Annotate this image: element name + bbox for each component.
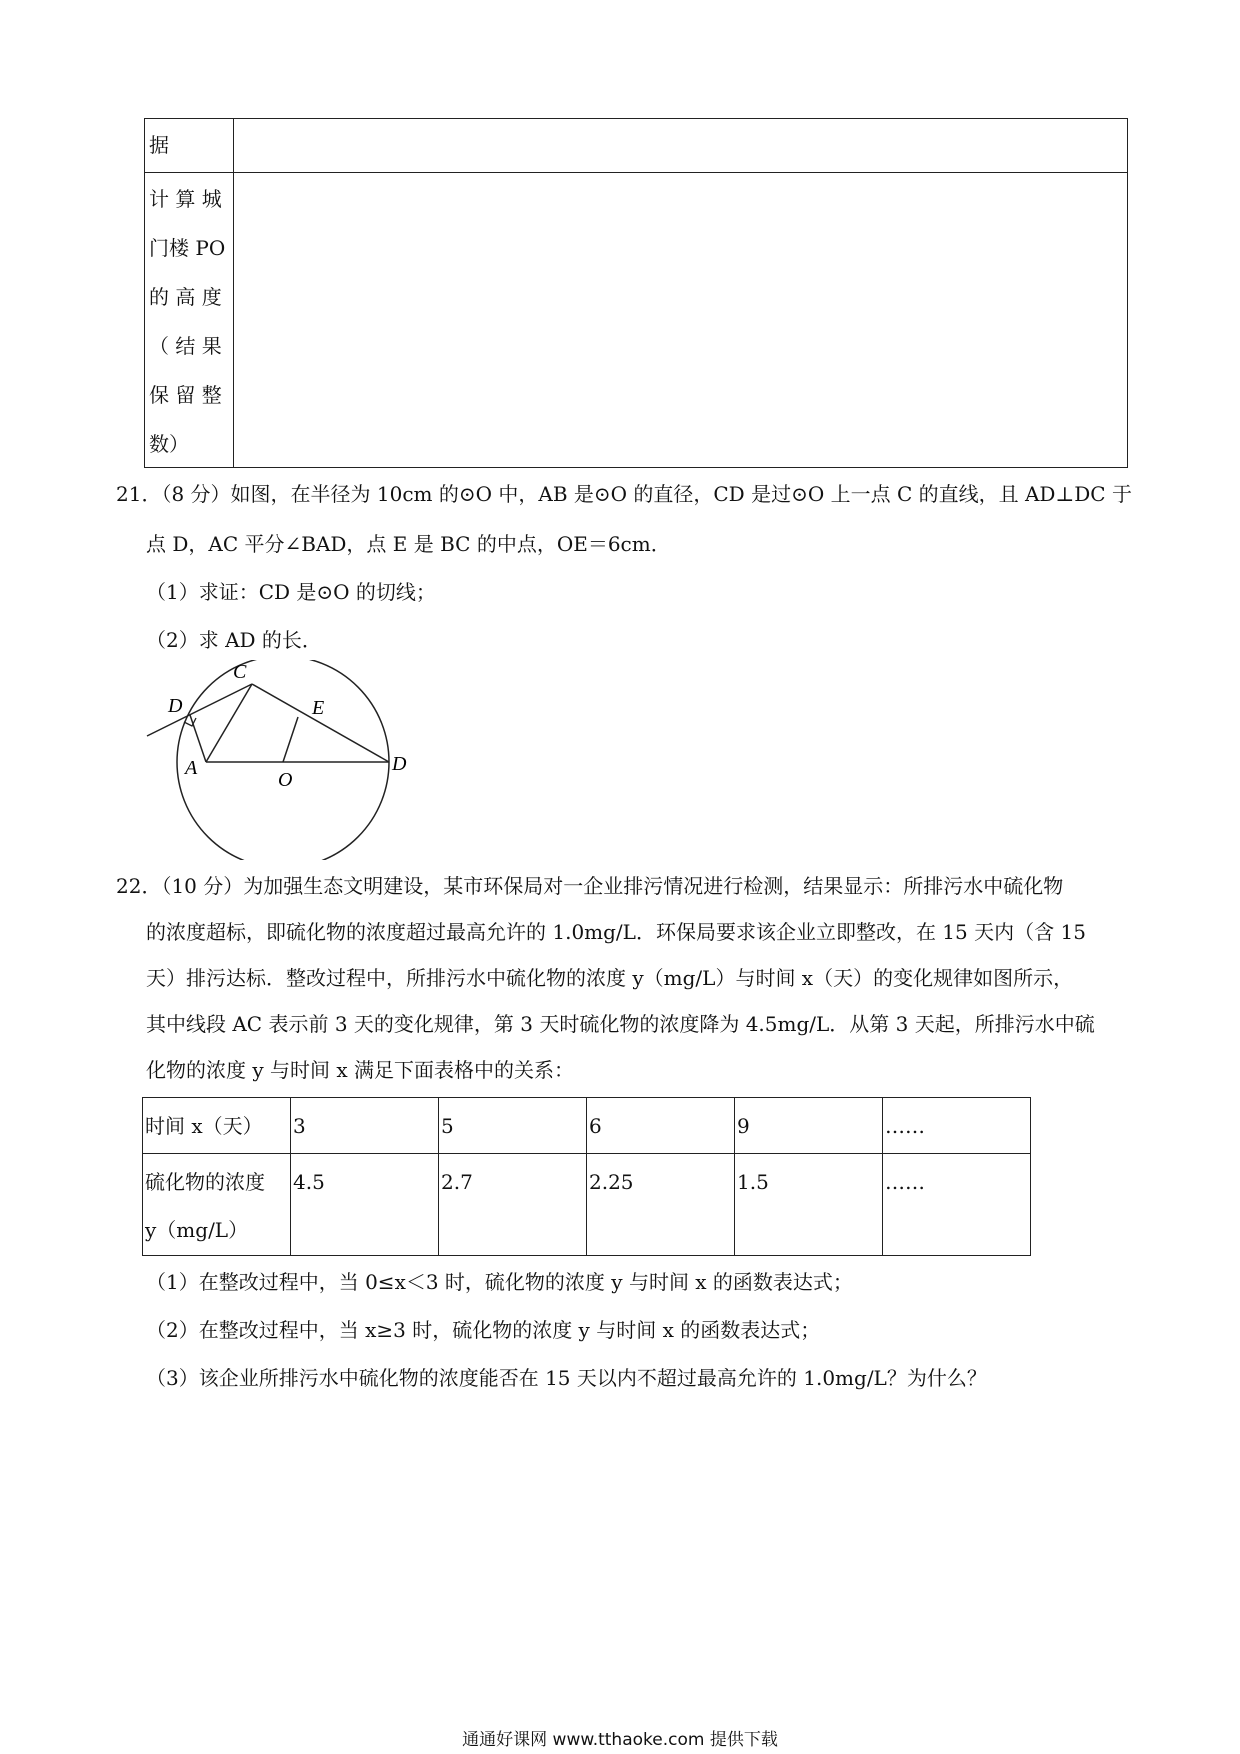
q22-stem-line1: 22．（10 分）为加强生态文明建设，某市环保局对一企业排污情况进行检测，结果显示：所排污水中硫化物 — [116, 874, 1064, 898]
q22-stem-line4: 其中线段 AC 表示前 3 天的变化规律，第 3 天时硫化物的浓度降为 4.5mg/L．从第 3 天起，所排污水中硫 — [146, 1012, 1095, 1036]
table-cell: 1.5 — [735, 1154, 883, 1256]
table-divider — [145, 172, 233, 173]
line-oe — [283, 717, 298, 762]
line-ad — [190, 715, 206, 762]
table-cell: 5 — [439, 1098, 587, 1154]
table-header-y — [143, 1154, 291, 1256]
q21-stem-line1: 21．（8 分）如图，在半径为 10cm 的⊙O 中，AB 是⊙O 的直径，CD 是过⊙O 上一点 C 的直线，且 AD⊥DC 于 — [116, 482, 1132, 506]
table-cell: …… — [883, 1154, 1031, 1256]
table-cell: 6 — [587, 1098, 735, 1154]
label-a: A — [185, 757, 198, 779]
data-table — [142, 1097, 1031, 1256]
table-row-label: 数） — [149, 432, 189, 456]
label-c: C — [233, 661, 247, 683]
table-row-label: （ 结 果 — [149, 334, 222, 358]
q22-part1: （1）在整改过程中，当 0≤x＜3 时，硫化物的浓度 y 与时间 x 的函数表达式； — [146, 1270, 853, 1294]
table-row-label: 计 算 城 — [149, 187, 222, 211]
q21-part2: （2）求 AD 的长． — [146, 628, 322, 652]
q22-stem-line2: 的浓度超标，即硫化物的浓度超过最高允许的 1.0mg/L．环保局要求该企业立即整改，在 15 天内（含 15 — [146, 920, 1086, 944]
q22-stem-line3: 天）排污达标．整改过程中，所排污水中硫化物的浓度 y（mg/L）与时间 x（天）的变化规律如图所示， — [146, 966, 1074, 990]
table-header-x: 时间 x（天） — [143, 1098, 291, 1154]
table-cell: 4.5 — [291, 1154, 439, 1256]
q22-stem-line5: 化物的浓度 y 与时间 x 满足下面表格中的关系： — [146, 1058, 575, 1082]
table-row-label: 保 留 整 — [149, 383, 222, 407]
table-divider — [233, 172, 1127, 173]
table-cell: 9 — [735, 1098, 883, 1154]
answer-table — [144, 118, 1128, 468]
table-cell: …… — [883, 1098, 1031, 1154]
geometry-figure — [140, 660, 420, 860]
label-o: O — [278, 769, 293, 791]
table-row-label: 据 — [149, 133, 169, 157]
page-footer: 通通好课网 www.tthaoke.com 提供下载 — [462, 1730, 778, 1750]
q22-part3: （3）该企业所排污水中硫化物的浓度能否在 15 天以内不超过最高允许的 1.0mg/L？为什么？ — [146, 1366, 987, 1390]
q21-part1: （1）求证：CD 是⊙O 的切线； — [146, 580, 436, 604]
table-row — [143, 1154, 1031, 1256]
table-cell: 2.25 — [587, 1154, 735, 1256]
table-header-y-line1: 硫化物的浓度 — [145, 1170, 265, 1194]
table-row-label: 门楼 PO — [149, 236, 226, 260]
line-cb — [252, 684, 389, 762]
label-d-left: D — [168, 695, 183, 717]
label-d-right: D — [392, 753, 407, 775]
table-row-label: 的 高 度 — [149, 285, 222, 309]
table-cell: 3 — [291, 1098, 439, 1154]
table-header-y-line2: y（mg/L） — [145, 1218, 249, 1242]
label-e: E — [312, 697, 325, 719]
q22-part2: （2）在整改过程中，当 x≥3 时，硫化物的浓度 y 与时间 x 的函数表达式； — [146, 1318, 821, 1342]
table-cell: 2.7 — [439, 1154, 587, 1256]
q21-stem-line2: 点 D，AC 平分∠BAD，点 E 是 BC 的中点，OE＝6cm． — [146, 532, 671, 556]
table-row — [143, 1098, 1031, 1154]
